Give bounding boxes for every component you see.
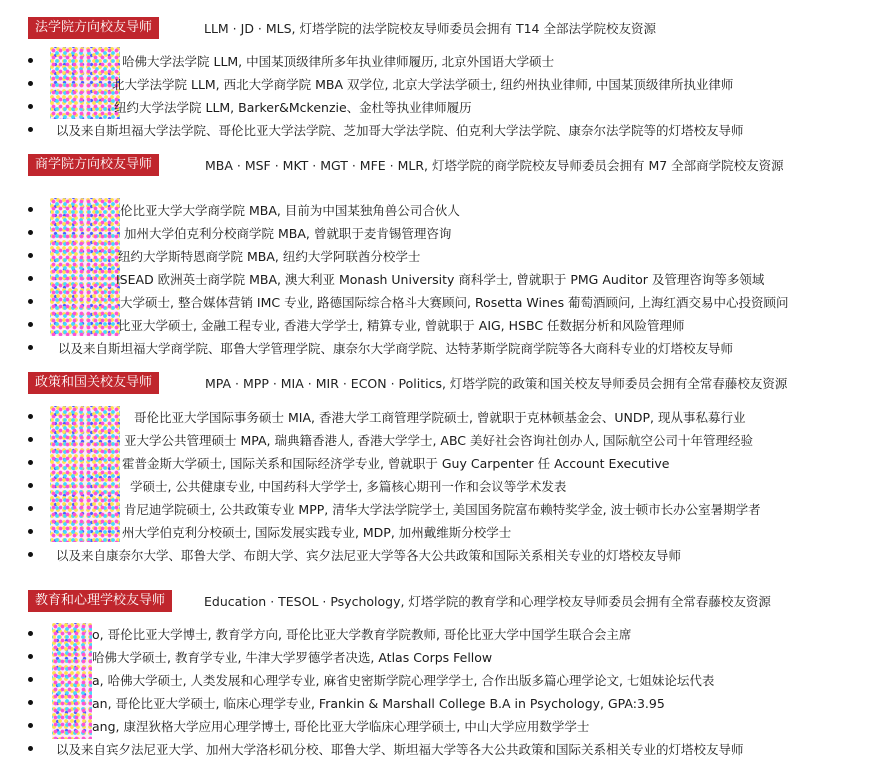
mentor-list	[0, 405, 890, 566]
bullet-icon	[28, 506, 33, 511]
bullet-icon	[28, 345, 33, 350]
list-item: 纽约大学法学院 LLM, Barker&Mckenzie、金杜等执业律师履历	[0, 95, 890, 118]
list-item: 以及来自斯坦福大学法学院、哥伦比亚大学法学院、芝加哥大学法学院、伯克利大学法学院、康奈尔法学院等的灯塔校友导师	[0, 118, 890, 141]
bullet-icon	[28, 483, 33, 488]
mentor-list	[0, 622, 890, 760]
list-item: 纽约大学斯特恩商学院 MBA, 纽约大学阿联酋分校学士	[0, 244, 890, 267]
bullet-icon	[28, 104, 33, 109]
bullet-icon	[28, 207, 33, 212]
bullet-icon	[28, 253, 33, 258]
list-item: 学硕士, 公共健康专业, 中国药科大学学士, 多篇核心期刊一作和会议等学术发表	[0, 474, 890, 497]
mentor-list	[0, 49, 890, 141]
list-item: 伦比亚大学大学商学院 MBA, 目前为中国某独角兽公司合伙人	[0, 198, 890, 221]
list-item: 亚大学公共管理硕士 MPA, 瑞典籍香港人, 香港大学学士, ABC 美好社会咨询社创办人, 国际航空公司十年管理经验	[0, 428, 890, 451]
bullet-icon	[28, 299, 33, 304]
list-item: 以及来自宾夕法尼亚大学、加州大学洛杉矶分校、耶鲁大学、斯坦福大学等各大公共政策和国际关系相关专业的灯塔校友导师	[0, 737, 890, 760]
section-description: MPA · MPP · MIA · MIR · ECON · Politics, 灯塔学院的政策和国关校友导师委员会拥有全常春藤校友资源	[205, 376, 788, 391]
bullet-icon	[28, 230, 33, 235]
bullet-icon	[28, 746, 33, 751]
list-item: an, 哥伦比亚大学硕士, 临床心理学专业, Frankin & Marshall College B.A in Psychology, GPA:3.95	[0, 691, 890, 714]
section-tag: 教育和心理学校友导师	[28, 590, 172, 612]
bullet-icon	[28, 58, 33, 63]
list-item: 加州大学伯克利分校商学院 MBA, 曾就职于麦肯锡管理咨询	[0, 221, 890, 244]
bullet-icon	[28, 414, 33, 419]
list-item: 肯尼迪学院硕士, 公共政策专业 MPP, 清华大学法学院学士, 美国国务院富布赖特奖学金, 波士顿市长办公室暑期学者	[0, 497, 890, 520]
list-item: 北大学法学院 LLM, 西北大学商学院 MBA 双学位, 北京大学法学硕士, 纽约州执业律师, 中国某顶级律所执业律师	[0, 72, 890, 95]
list-item: 哈佛大学法学院 LLM, 中国某顶级律所多年执业律师履历, 北京外国语大学硕士	[0, 49, 890, 72]
section-description: Education · TESOL · Psychology, 灯塔学院的教育学和心理学校友导师委员会拥有全常春藤校友资源	[204, 594, 771, 609]
section-header	[0, 590, 890, 614]
list-item: 以及来自康奈尔大学、耶鲁大学、布朗大学、宾夕法尼亚大学等各大公共政策和国际关系相关专业的灯塔校友导师	[0, 543, 890, 566]
section-description: LLM · JD · MLS, 灯塔学院的法学院校友导师委员会拥有 T14 全部法学院校友资源	[204, 21, 656, 36]
section-tag: 政策和国关校友导师	[28, 372, 159, 394]
list-item: 比亚大学硕士, 金融工程专业, 香港大学学士, 精算专业, 曾就职于 AIG, HSBC 任数据分析和风险管理师	[0, 313, 890, 336]
section-header	[0, 154, 890, 178]
bullet-icon	[28, 437, 33, 442]
list-item: a, 哈佛大学硕士, 人类发展和心理学专业, 麻省史密斯学院心理学学士, 合作出版多篇心理学论文, 七姐妹论坛代表	[0, 668, 890, 691]
list-item: 霍普金斯大学硕士, 国际关系和国际经济学专业, 曾就职于 Guy Carpenter 任 Account Executive	[0, 451, 890, 474]
bullet-icon	[28, 723, 33, 728]
bullet-icon	[28, 460, 33, 465]
bullet-icon	[28, 276, 33, 281]
section-header	[0, 17, 890, 41]
section-tag: 法学院方向校友导师	[28, 17, 159, 39]
list-item: 哈佛大学硕士, 教育学专业, 牛津大学罗德学者决选, Atlas Corps Fellow	[0, 645, 890, 668]
bullet-icon	[28, 654, 33, 659]
bullet-icon	[28, 631, 33, 636]
bullet-icon	[28, 127, 33, 132]
mentor-list	[0, 198, 890, 359]
section-business	[0, 154, 890, 359]
bullet-icon	[28, 700, 33, 705]
list-item: 州大学伯克利分校硕士, 国际发展实践专业, MDP, 加州戴维斯分校学士	[0, 520, 890, 543]
list-item: 大学硕士, 整合媒体营销 IMC 专业, 路德国际综合格斗大赛顾问, Rosetta Wines 葡萄酒顾问, 上海红酒交易中心投资顾问	[0, 290, 890, 313]
list-item: ang, 康涅狄格大学应用心理学博士, 哥伦比亚大学临床心理学硕士, 中山大学应用数学学士	[0, 714, 890, 737]
list-item: ISEAD 欧洲英士商学院 MBA, 澳大利亚 Monash University 商科学士, 曾就职于 PMG Auditor 及管理咨询等多领域	[0, 267, 890, 290]
section-law	[0, 17, 890, 141]
bullet-icon	[28, 552, 33, 557]
section-policy	[0, 372, 890, 566]
bullet-icon	[28, 677, 33, 682]
list-item: 哥伦比亚大学国际事务硕士 MIA, 香港大学工商管理学院硕士, 曾就职于克林顿基金会、UNDP, 现从事私募行业	[0, 405, 890, 428]
bullet-icon	[28, 81, 33, 86]
list-item: 以及来自斯坦福大学商学院、耶鲁大学管理学院、康奈尔大学商学院、达特茅斯学院商学院等各大商科专业的灯塔校友导师	[0, 336, 890, 359]
list-item: o, 哥伦比亚大学博士, 教育学方向, 哥伦比亚大学教育学院教师, 哥伦比亚大学中国学生联合会主席	[0, 622, 890, 645]
section-education	[0, 590, 890, 760]
bullet-icon	[28, 322, 33, 327]
section-tag: 商学院方向校友导师	[28, 154, 159, 176]
section-description: MBA · MSF · MKT · MGT · MFE · MLR, 灯塔学院的商学院校友导师委员会拥有 M7 全部商学院校友资源	[205, 158, 784, 173]
section-header	[0, 372, 890, 396]
bullet-icon	[28, 529, 33, 534]
